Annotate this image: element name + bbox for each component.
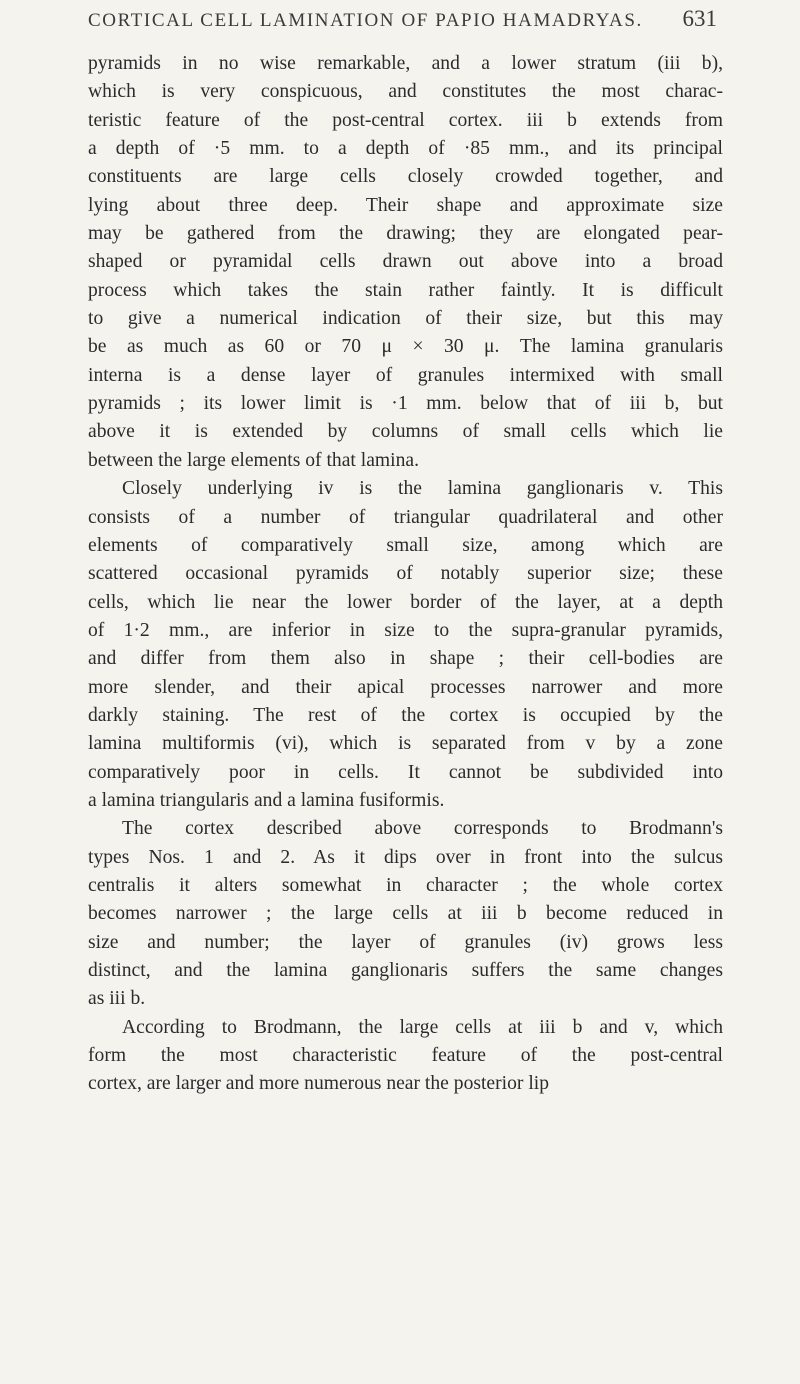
paragraph: [88, 475, 723, 815]
text-line: lying about three deep. Their shape and approximate size: [88, 194, 723, 216]
text-line: elements of comparatively small size, among which are: [88, 534, 723, 556]
page-number: 631: [682, 6, 717, 31]
body-text: [88, 50, 723, 1099]
text-line: scattered occasional pyramids of notably superior size; these: [88, 563, 723, 585]
text-line: be as much as 60 or 70 μ × 30 μ. The lamina granularis: [88, 336, 723, 358]
text-line: lamina multiformis (vi), which is separated from v by a zone: [88, 733, 723, 755]
text-line: more slender, and their apical processes narrower and more: [88, 676, 723, 698]
text-line: may be gathered from the drawing; they are elongated pear-: [88, 223, 723, 245]
text-line: a lamina triangularis and a lamina fusiformis.: [88, 789, 445, 811]
text-line: consists of a number of triangular quadrilateral and other: [88, 506, 723, 528]
paragraph: [88, 1014, 723, 1099]
text-line: a depth of ·5 mm. to a depth of ·85 mm., and its principal: [88, 138, 723, 160]
text-line: types Nos. 1 and 2. As it dips over in front into the sulcus: [88, 846, 723, 868]
page-header: [0, 6, 800, 40]
text-line: pyramids ; its lower limit is ·1 mm. below that of iii b, but: [88, 393, 723, 415]
running-head: CORTICAL CELL LAMINATION OF PAPIO HAMADRYAS.: [88, 10, 643, 31]
text-line: pyramids in no wise remarkable, and a lower stratum (iii b),: [88, 53, 723, 74]
text-line: interna is a dense layer of granules intermixed with small: [88, 364, 723, 386]
text-line: cells, which lie near the lower border of the layer, at a depth: [88, 591, 723, 613]
text-line: cortex, are larger and more numerous near the posterior lip: [88, 1073, 549, 1095]
text-line: comparatively poor in cells. It cannot be subdivided into: [88, 761, 723, 783]
text-line: centralis it alters somewhat in character ; the whole cortex: [88, 874, 723, 896]
paragraph: [88, 50, 723, 475]
text-line: and differ from them also in shape ; their cell-bodies are: [88, 648, 723, 670]
text-line: to give a numerical indication of their size, but this may: [88, 308, 723, 330]
text-line: The cortex described above corresponds to Brodmann's: [122, 818, 723, 840]
text-line: distinct, and the lamina ganglionaris suffers the same changes: [88, 960, 723, 981]
text-line: shaped or pyramidal cells drawn out above into a broad: [88, 251, 723, 273]
text-line: as iii b.: [88, 988, 146, 1010]
text-line: above it is extended by columns of small cells which lie: [88, 421, 723, 443]
text-line: size and number; the layer of granules (iv) grows less: [88, 931, 723, 953]
text-line: According to Brodmann, the large cells at iii b and v, which: [122, 1016, 723, 1038]
text-line: teristic feature of the post-central cortex. iii b extends from: [88, 109, 723, 131]
text-line: form the most characteristic feature of the post-central: [88, 1045, 723, 1067]
paragraph: [88, 815, 723, 1013]
text-line: which is very conspicuous, and constitutes the most charac-: [88, 81, 723, 103]
text-line: becomes narrower ; the large cells at iii b become reduced in: [88, 903, 723, 925]
text-line: of 1·2 mm., are inferior in size to the supra-granular pyramids,: [88, 619, 723, 641]
text-line: darkly staining. The rest of the cortex is occupied by the: [88, 704, 723, 726]
text-line: between the large elements of that lamina.: [88, 449, 419, 471]
text-line: constituents are large cells closely crowded together, and: [88, 166, 723, 188]
text-line: process which takes the stain rather faintly. It is difficult: [88, 279, 723, 301]
text-line: Closely underlying iv is the lamina ganglionaris v. This: [122, 478, 723, 500]
